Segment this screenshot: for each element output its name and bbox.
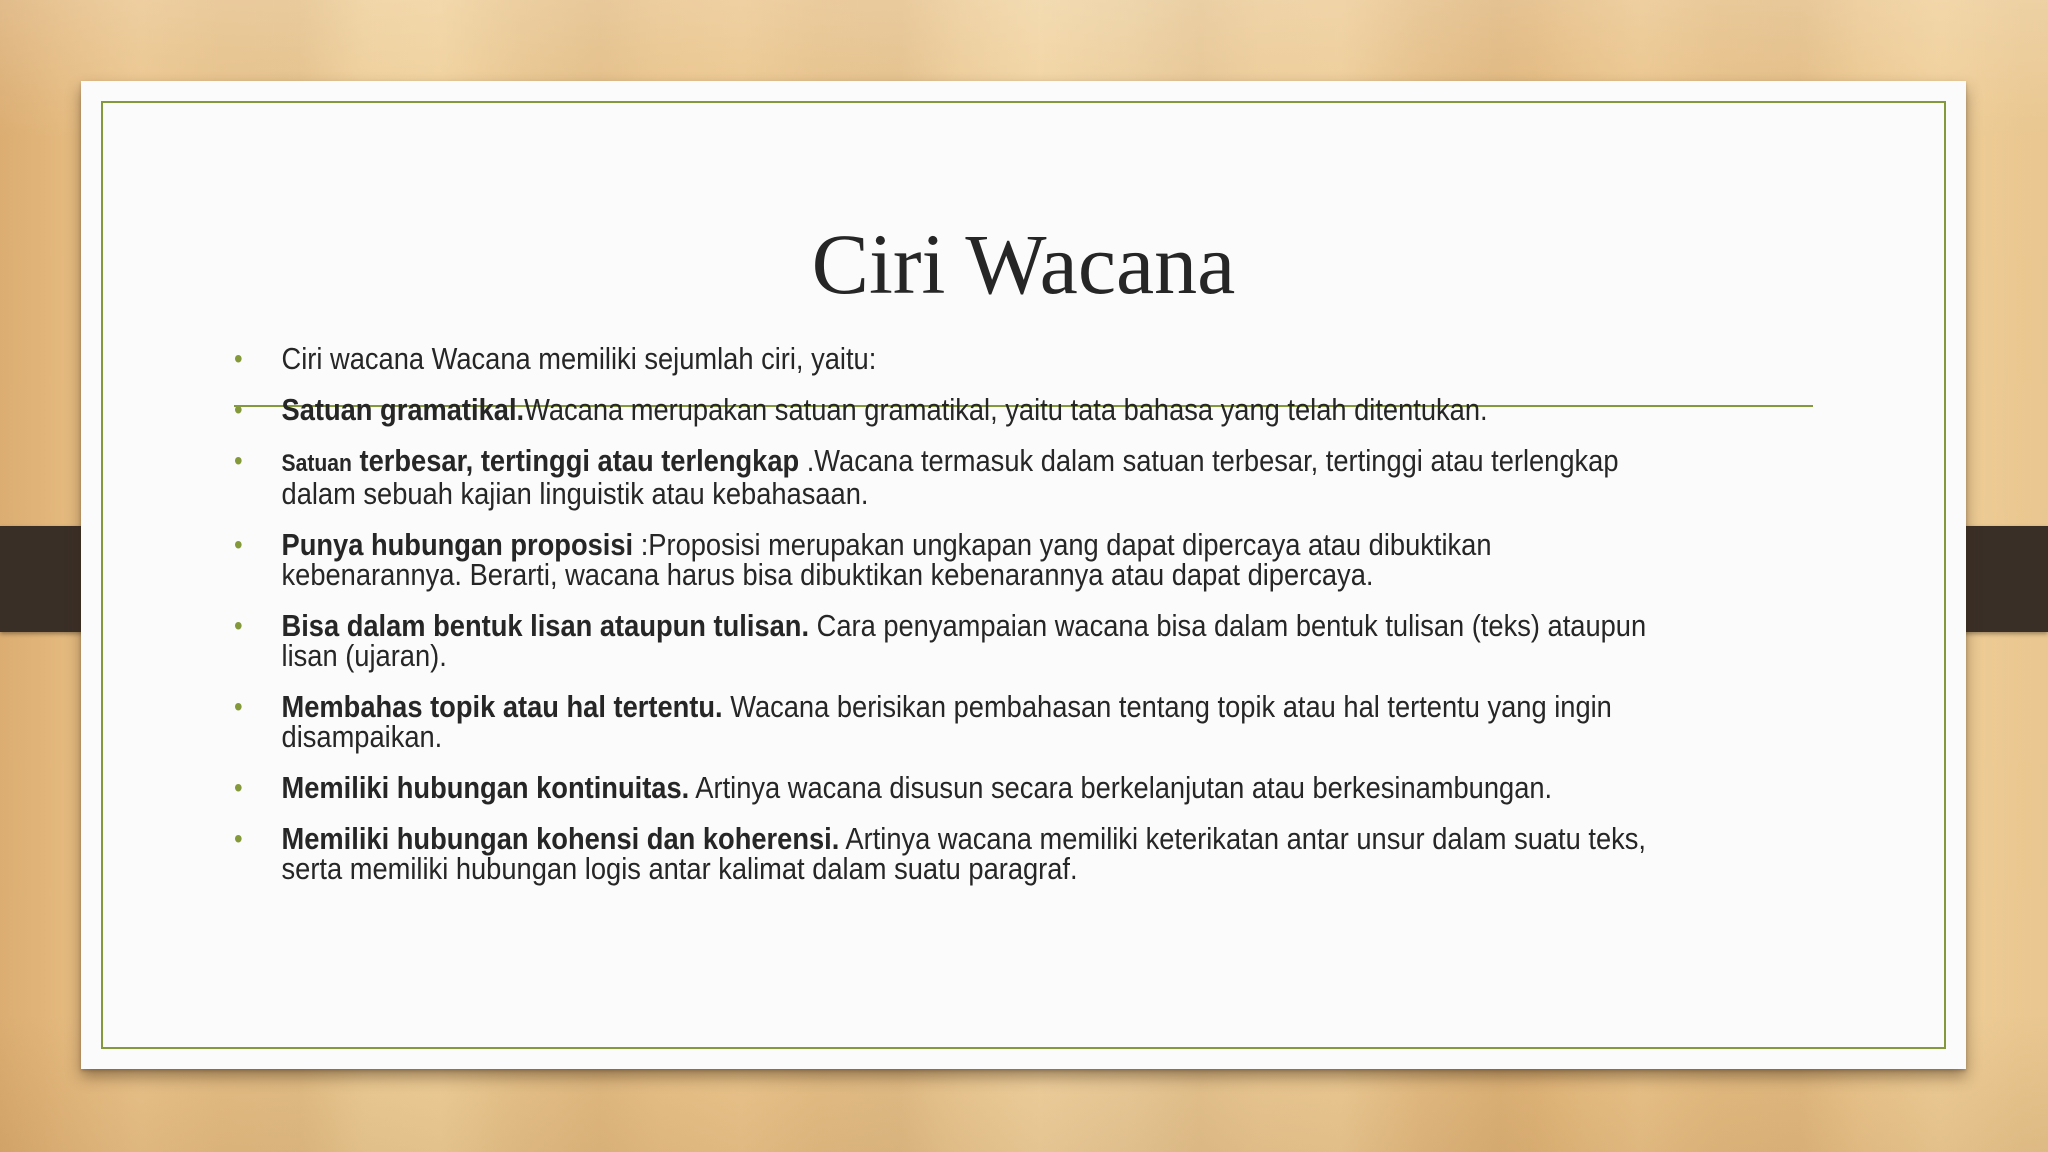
bullet-item-satuan-gramatikal [234,392,1660,427]
bullet-heading: Satuan gramatikal. [281,392,525,427]
bullet-text: Artinya wacana memiliki keterikatan antar unsur dalam suatu teks, serta memiliki hubungan logis antar kalimat dalam suatu paragraf. [281,821,1647,886]
bullet-item-intro [234,341,1660,376]
slide [81,81,1966,1069]
bullet-heading: Punya hubungan proposisi [281,527,634,562]
bullet-text: Artinya wacana disusun secara berkelanjutan atau berkesinambungan. [689,770,1553,805]
bullet-text: Wacana berisikan pembahasan tentang topik atau hal tertentu yang ingin disampaikan. [281,689,1612,754]
bullet-icon: • [234,529,243,560]
bullet-text: :Proposisi merupakan ungkapan yang dapat dipercaya atau dibuktikan kebenarannya. Berarti, wacana harus bisa dibuktikan kebenarannya atau dapat dipercaya. [281,527,1492,592]
bullet-heading: terbesar, tertinggi atau terlengkap [351,443,800,478]
bullet-heading-prefix: Satuan [281,450,352,477]
bullet-item-lisan-tulisan [234,608,1660,673]
bullet-icon: • [234,610,243,641]
bullet-item-kohesi-koherensi [234,821,1660,886]
bullet-icon: • [234,823,243,854]
bullet-text: Wacana merupakan satuan gramatikal, yaitu tata bahasa yang telah ditentukan. [524,392,1488,427]
bullet-list [234,341,1660,905]
bullet-icon: • [234,343,243,374]
bullet-heading: Bisa dalam bentuk lisan ataupun tulisan. [281,608,810,643]
bullet-heading: Memiliki hubungan kontinuitas. [281,770,690,805]
bullet-heading: Membahas topik atau hal tertentu. [281,689,723,724]
bullet-item-kontinuitas [234,770,1660,805]
bullet-icon: • [234,394,243,425]
bullet-item-satuan-terbesar [234,443,1660,511]
bullet-text: .Wacana termasuk dalam satuan terbesar, tertinggi atau terlengkap dalam sebuah kajian linguistik atau kebahasaan. [281,443,1619,511]
bullet-icon: • [234,691,243,722]
slide-title: Ciri Wacana [811,216,1236,312]
bullet-icon: • [234,445,243,476]
bullet-item-hubungan-proposisi [234,527,1660,592]
bullet-text: Cara penyampaian wacana bisa dalam bentuk tulisan (teks) ataupun lisan (ujaran). [281,608,1647,673]
bullet-heading: Memiliki hubungan kohensi dan koherensi. [281,821,840,856]
bullet-item-topik-tertentu [234,689,1660,754]
bullet-icon: • [234,772,243,803]
bullet-text: Ciri wacana Wacana memiliki sejumlah ciri, yaitu: [281,341,877,376]
